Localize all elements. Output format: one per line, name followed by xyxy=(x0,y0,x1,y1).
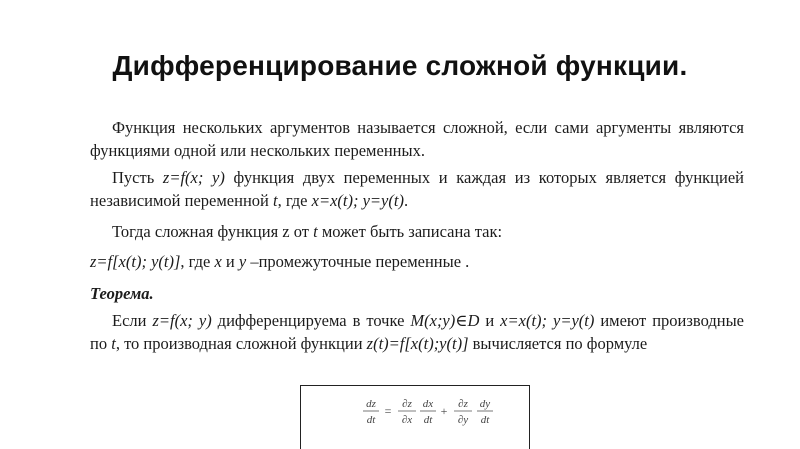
paragraph-theorem xyxy=(90,309,744,355)
text: Тогда сложная функция z от xyxy=(112,222,314,241)
formula-plus: + xyxy=(440,404,448,418)
text: , где xyxy=(277,191,312,210)
formula-partial-z-x-numerator: ∂z xyxy=(402,398,412,410)
paragraph-setup xyxy=(90,166,744,212)
math-expression: z=f(x; y) xyxy=(162,168,225,187)
chain-rule-formula xyxy=(301,386,528,448)
text: , где xyxy=(180,252,215,271)
text: и xyxy=(221,252,239,271)
math-expression: y xyxy=(238,252,247,271)
formula-partial-z-y-numerator: ∂z xyxy=(458,398,468,410)
text: дифференцируема в точке xyxy=(211,311,411,330)
math-expression: t xyxy=(272,191,278,210)
math-expression: z=f(x; y) xyxy=(152,311,212,330)
text: , то производная сложной функции xyxy=(115,334,367,353)
formula-dy-denominator: dt xyxy=(480,414,490,426)
text: имеют производные по xyxy=(90,311,744,353)
slide-title: Дифференцирование сложной функции. xyxy=(112,50,688,81)
text: может быть записана так: xyxy=(317,222,503,241)
text: и xyxy=(479,311,501,330)
math-expression: z(t)=f[x(t);y(t)] xyxy=(366,334,469,353)
text: . xyxy=(403,191,409,210)
formula-equals: = xyxy=(384,404,392,418)
math-expression: x=x(t); y=y(t) xyxy=(500,311,595,330)
formula-lhs-denominator: dt xyxy=(366,414,376,426)
text: Если xyxy=(112,311,153,330)
math-expression: t xyxy=(313,222,318,241)
text: функция двух переменных и каждая из которых является функцией независимой переменной xyxy=(90,168,744,210)
formula-dx-numerator: dx xyxy=(422,398,434,410)
math-expression: t xyxy=(111,334,116,353)
paragraph-intermediate-variables xyxy=(90,250,744,273)
paragraph-composite xyxy=(90,220,744,243)
formula-partial-z-x-denominator: ∂x xyxy=(401,414,413,426)
formula-lhs-numerator: dz xyxy=(366,398,376,410)
paragraph-definition: Функция нескольких аргументов называется сложной, если сами аргументы являются функциями одной или нескольких переменных. xyxy=(90,118,744,160)
math-expression: x xyxy=(214,252,222,271)
formula-box xyxy=(300,385,530,449)
math-expression: M(x;y)∈D xyxy=(410,311,480,330)
theorem-heading: Теорема. xyxy=(90,284,154,303)
text: Пусть xyxy=(112,168,163,187)
formula-dy-numerator: dy xyxy=(479,398,491,410)
formula-dx-denominator: dt xyxy=(423,414,433,426)
math-expression: z=f[x(t); y(t)] xyxy=(90,252,181,271)
math-expression: x=x(t); y=y(t) xyxy=(311,191,404,210)
text: вычисляется по формуле xyxy=(468,334,648,353)
formula-partial-z-y-denominator: ∂y xyxy=(457,414,469,426)
text: –промежуточные переменные . xyxy=(246,252,470,271)
